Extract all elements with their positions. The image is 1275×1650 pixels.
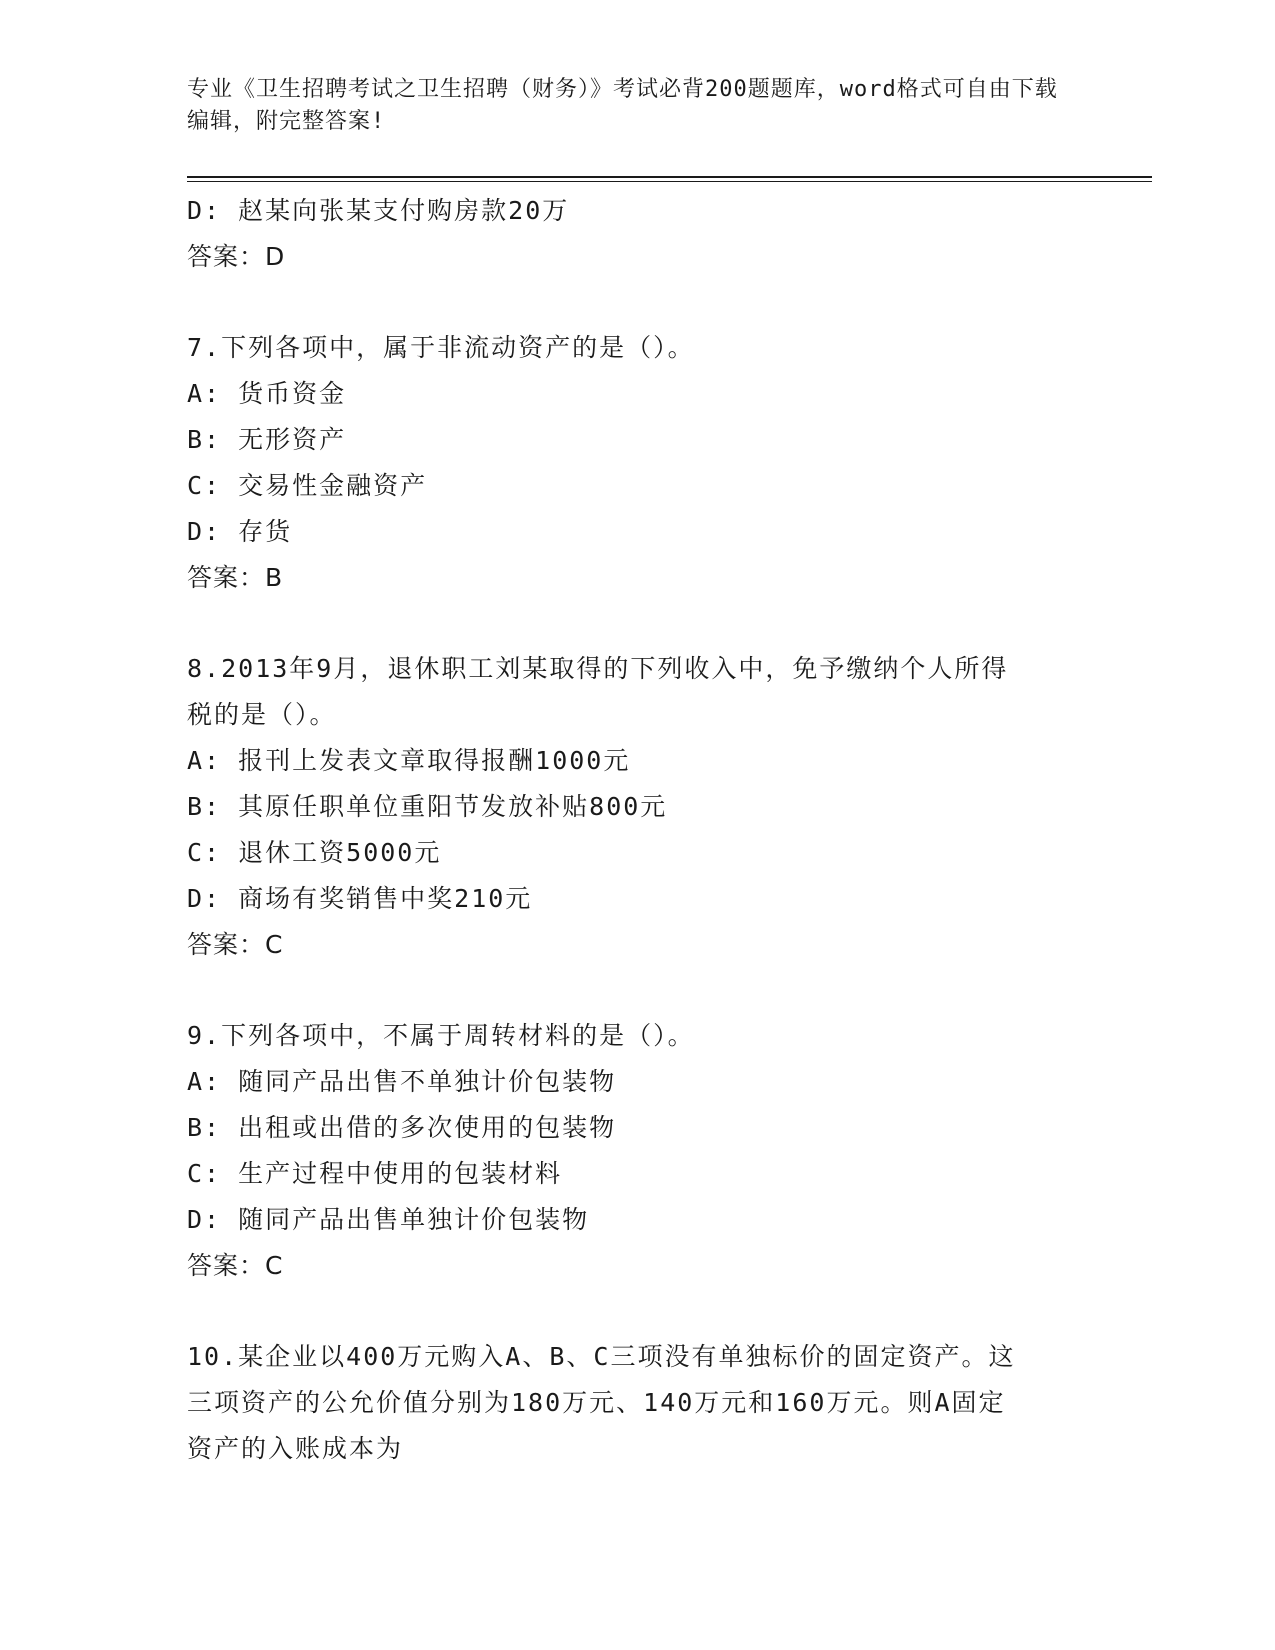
option-b: B: 无形资产: [187, 425, 347, 454]
option-a: A: 报刊上发表文章取得报酬1000元: [187, 746, 631, 775]
question-stem: 7.下列各项中，属于非流动资产的是（）。: [187, 333, 695, 362]
question-stem: 10.某企业以400万元购入A、B、C三项没有单独标价的固定资产。这: [187, 1342, 1016, 1371]
question-stem-continued: 三项资产的公允价值分别为180万元、140万元和160万元。则A固定: [187, 1388, 1006, 1417]
answer-line: 答案：C: [187, 1251, 284, 1280]
answer-line: 答案：B: [187, 563, 284, 592]
question-stem: 8.2013年9月，退休职工刘某取得的下列收入中，免予缴纳个人所得: [187, 654, 1009, 683]
answer-line: 答案：D: [187, 242, 286, 271]
option-a: A: 随同产品出售不单独计价包装物: [187, 1067, 617, 1096]
option-b: B: 其原任职单位重阳节发放补贴800元: [187, 792, 668, 821]
option-d: D: 赵某向张某支付购房款20万: [187, 196, 570, 225]
question-stem: 9.下列各项中，不属于周转材料的是（）。: [187, 1021, 695, 1050]
header-rule-thick: [187, 176, 1152, 178]
option-a: A: 货币资金: [187, 379, 347, 408]
option-d: D: 存货: [187, 517, 293, 546]
document-body: [187, 188, 1087, 1472]
option-d: D: 商场有奖销售中奖210元: [187, 884, 533, 913]
document-header: 专业《卫生招聘考试之卫生招聘（财务）》考试必背200题题库，word格式可自由下载编辑，附完整答案!: [187, 77, 1058, 134]
question-stem-continued: 税的是（）。: [187, 700, 337, 729]
option-c: C: 生产过程中使用的包装材料: [187, 1159, 563, 1188]
option-c: C: 退休工资5000元: [187, 838, 442, 867]
question-stem-continued: 资产的入账成本为: [187, 1434, 404, 1463]
option-b: B: 出租或出借的多次使用的包装物: [187, 1113, 617, 1142]
option-d: D: 随同产品出售单独计价包装物: [187, 1205, 590, 1234]
answer-line: 答案：C: [187, 930, 284, 959]
option-c: C: 交易性金融资产: [187, 471, 428, 500]
header-rule-thin: [187, 181, 1152, 182]
